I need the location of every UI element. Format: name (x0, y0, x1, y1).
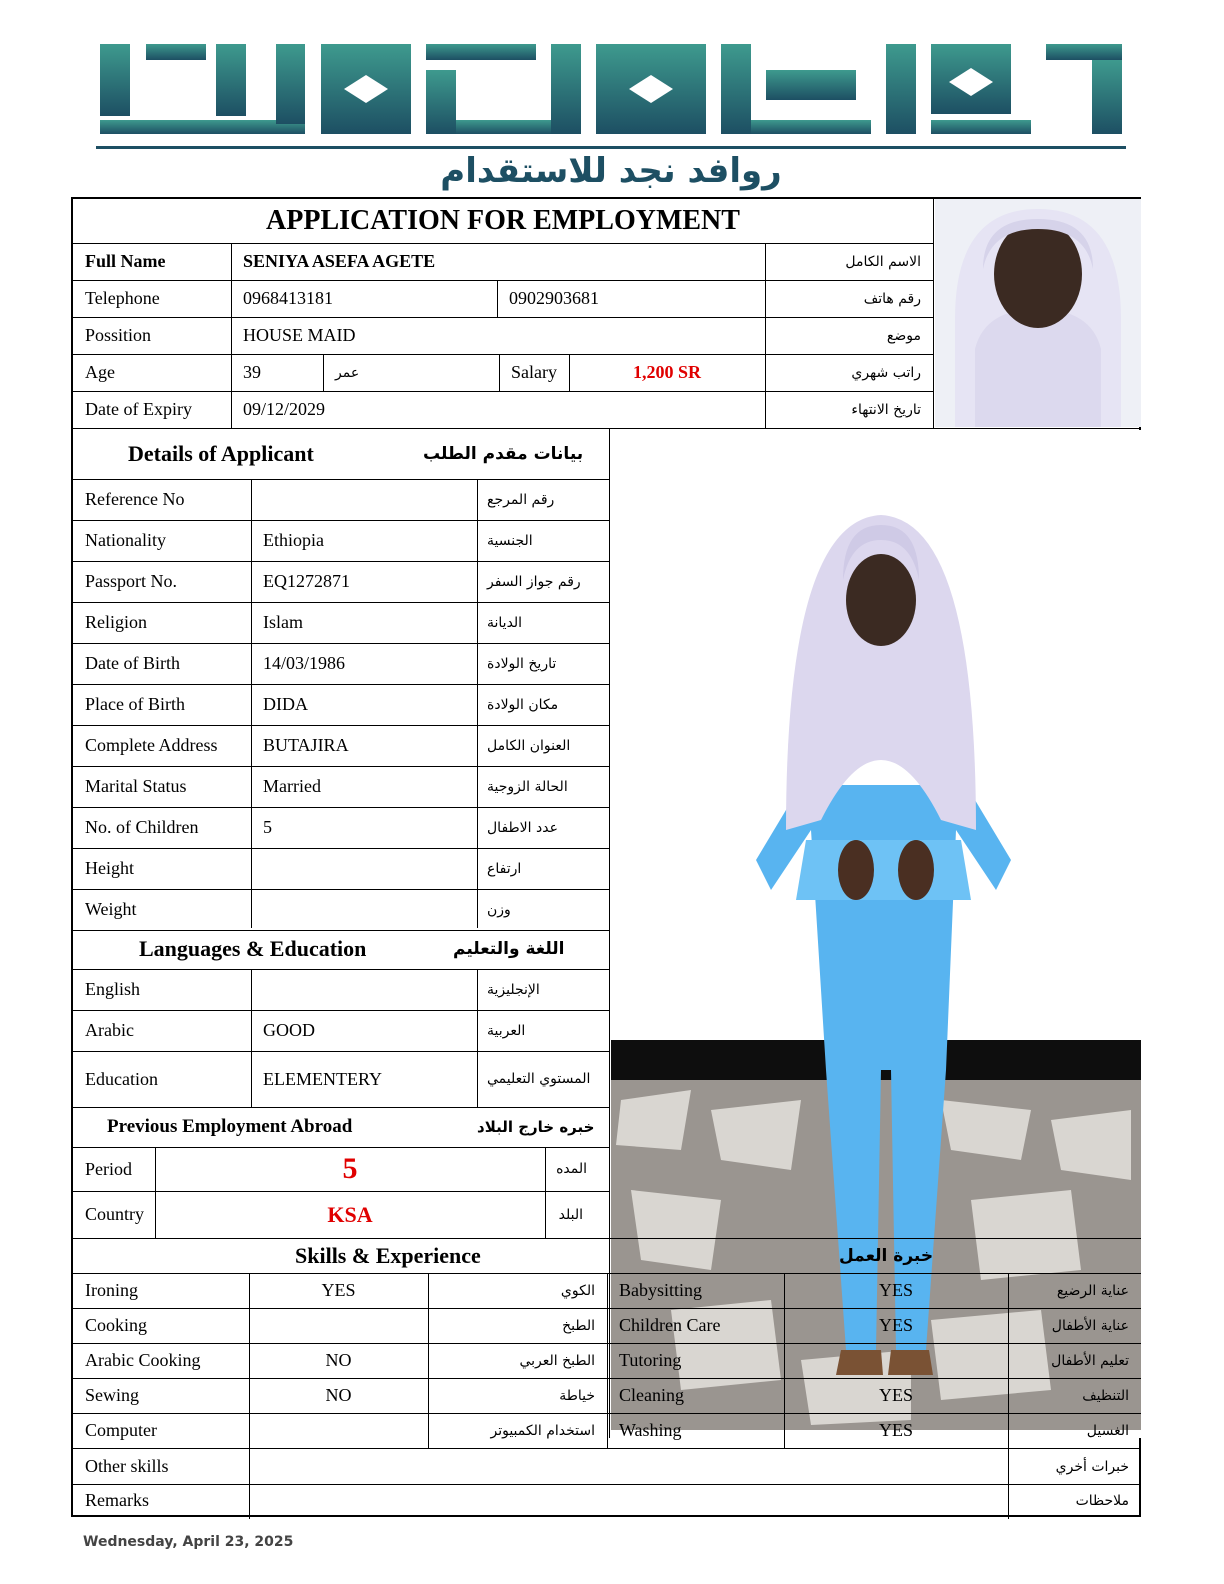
salary-label-ar: راتب شهري (851, 364, 921, 381)
language-value (251, 969, 477, 1010)
details-title: Details of Applicant (128, 440, 314, 466)
skills-title-ar: خبرة العمل (839, 1245, 934, 1266)
age-value: 39 (243, 362, 261, 382)
company-logo (96, 40, 1126, 192)
age-label: Age (85, 362, 115, 382)
skill-value (249, 1413, 428, 1448)
detail-value: 5 (263, 817, 272, 837)
form-title: APPLICATION FOR EMPLOYMENT (266, 205, 740, 236)
skill-value: NO (325, 1385, 352, 1405)
skill-value: YES (878, 1385, 913, 1405)
skill-label-ar: الطبخ (562, 1317, 595, 1334)
skill-value (249, 1308, 428, 1343)
languages-title-ar: اللغة والتعليم (453, 938, 565, 959)
telephone-label-ar: رقم هاتف (863, 290, 921, 307)
detail-label-ar: الجنسية (487, 532, 533, 549)
remarks-value (249, 1484, 1008, 1517)
details-title-ar: بيانات مقدم الطلب (423, 443, 583, 464)
skill-value (784, 1343, 1008, 1378)
country-value: KSA (327, 1201, 373, 1227)
language-label: English (85, 979, 141, 999)
skill-label-ar: عناية الأطفال (1051, 1317, 1129, 1334)
skills-title: Skills & Experience (295, 1242, 481, 1268)
language-label-ar: المستوي التعليمي (487, 1071, 591, 1087)
previous-title-ar: خبره خارج البلاد (477, 1118, 595, 1136)
detail-value: DIDA (263, 694, 308, 714)
language-label: Arabic (85, 1020, 134, 1040)
remarks-label-ar: ملاحظات (1075, 1492, 1129, 1509)
detail-value: 14/03/1986 (263, 653, 346, 673)
period-label: Period (85, 1158, 132, 1179)
skill-label: Computer (85, 1420, 157, 1440)
detail-label-ar: رقم جواز السفر (487, 573, 581, 590)
period-value: 5 (342, 1152, 358, 1185)
skill-label-ar: الكوي (560, 1282, 595, 1299)
skill-value: YES (878, 1315, 913, 1335)
detail-label: Passport No. (85, 571, 178, 591)
languages-title: Languages & Education (139, 935, 367, 961)
skill-label-ar: عناية الرضيع (1056, 1282, 1129, 1299)
detail-value: Married (263, 776, 321, 796)
language-value: GOOD (263, 1020, 315, 1040)
skill-label: Cleaning (619, 1385, 684, 1405)
company-arabic-name: روافد نجد للاستقدام (440, 151, 782, 191)
detail-label: Place of Birth (85, 694, 185, 714)
detail-label-ar: رقم المرجع (487, 491, 555, 508)
full-name-value: SENIYA ASEFA AGETE (243, 251, 436, 271)
footer-date: Wednesday, April 23, 2025 (83, 1534, 294, 1550)
language-label-ar: الإنجليزية (487, 981, 540, 998)
other-skills-value (249, 1449, 1008, 1484)
portrait-photo (935, 199, 1141, 427)
skill-label-ar: تعليم الأطفال (1051, 1352, 1129, 1369)
detail-value (251, 848, 477, 889)
skill-label: Babysitting (619, 1280, 703, 1300)
detail-label: Marital Status (85, 776, 187, 796)
skill-label: Ironing (85, 1280, 138, 1300)
detail-value: BUTAJIRA (263, 735, 349, 755)
detail-label: No. of Children (85, 817, 199, 837)
skill-label-ar: استخدام الكمبيوتر (490, 1422, 595, 1439)
country-label: Country (85, 1204, 145, 1224)
detail-value: EQ1272871 (263, 571, 350, 591)
detail-label-ar: الحالة الزوجية (487, 778, 568, 795)
detail-label-ar: الديانة (487, 614, 523, 631)
salary-label: Salary (511, 362, 557, 382)
salary-value: 1,200 SR (632, 362, 701, 382)
skill-label: Washing (619, 1420, 682, 1440)
detail-label: Religion (85, 612, 147, 632)
other-skills-label: Other skills (85, 1456, 169, 1476)
full-name-label: Full Name (85, 251, 166, 271)
detail-value (251, 479, 477, 520)
remarks-label: Remarks (85, 1490, 149, 1510)
detail-label: Nationality (85, 530, 166, 550)
detail-label-ar: عدد الاطفال (487, 819, 558, 836)
skill-label: Arabic Cooking (85, 1350, 201, 1370)
skill-label-ar: الغسيل (1086, 1422, 1129, 1439)
skill-label-ar: الطبخ العربي (519, 1352, 595, 1369)
detail-value (251, 889, 477, 930)
detail-label: Reference No (85, 489, 185, 509)
country-label-ar: البلد (558, 1206, 583, 1223)
detail-label-ar: تاريخ الولادة (487, 655, 557, 672)
language-label: Education (85, 1068, 158, 1089)
detail-label-ar: وزن (487, 901, 511, 918)
skill-label-ar: خياطة (559, 1387, 595, 1404)
expiry-label-ar: تاريخ الانتهاء (851, 401, 921, 418)
previous-title: Previous Employment Abroad (107, 1116, 353, 1137)
language-value: ELEMENTERY (263, 1068, 382, 1089)
detail-label: Date of Birth (85, 653, 180, 673)
telephone-label: Telephone (85, 288, 160, 308)
full-name-label-ar: الاسم الكامل (845, 253, 921, 270)
detail-label: Height (85, 858, 134, 878)
detail-value: Ethiopia (263, 530, 324, 550)
skill-value: YES (321, 1280, 356, 1300)
position-label-ar: موضع (886, 327, 921, 344)
other-skills-label-ar: خبرات أخري (1055, 1458, 1129, 1475)
detail-label-ar: ارتفاع (487, 860, 522, 877)
detail-label-ar: العنوان الكامل (487, 737, 571, 754)
period-label-ar: المده (556, 1161, 587, 1177)
skill-label: Sewing (85, 1385, 139, 1405)
skill-label: Children Care (619, 1315, 721, 1335)
skill-value: YES (878, 1420, 913, 1440)
skill-label: Tutoring (619, 1350, 682, 1370)
expiry-value: 09/12/2029 (243, 399, 326, 419)
detail-label: Weight (85, 899, 137, 919)
age-label-ar: عمر (335, 364, 360, 381)
detail-value: Islam (263, 612, 303, 632)
position-value: HOUSE MAID (243, 325, 356, 345)
application-form (71, 197, 1141, 1517)
telephone-value-2: 0902903681 (509, 288, 599, 308)
skill-value: YES (878, 1280, 913, 1300)
language-label-ar: العربية (487, 1022, 526, 1039)
detail-label-ar: مكان الولادة (487, 696, 559, 713)
position-label: Possition (85, 325, 152, 345)
skill-value: NO (325, 1350, 352, 1370)
skill-label-ar: التنظيف (1082, 1387, 1129, 1404)
skill-label: Cooking (85, 1315, 148, 1335)
detail-label: Complete Address (85, 735, 218, 755)
telephone-value-1: 0968413181 (243, 288, 333, 308)
expiry-label: Date of Expiry (85, 399, 192, 419)
